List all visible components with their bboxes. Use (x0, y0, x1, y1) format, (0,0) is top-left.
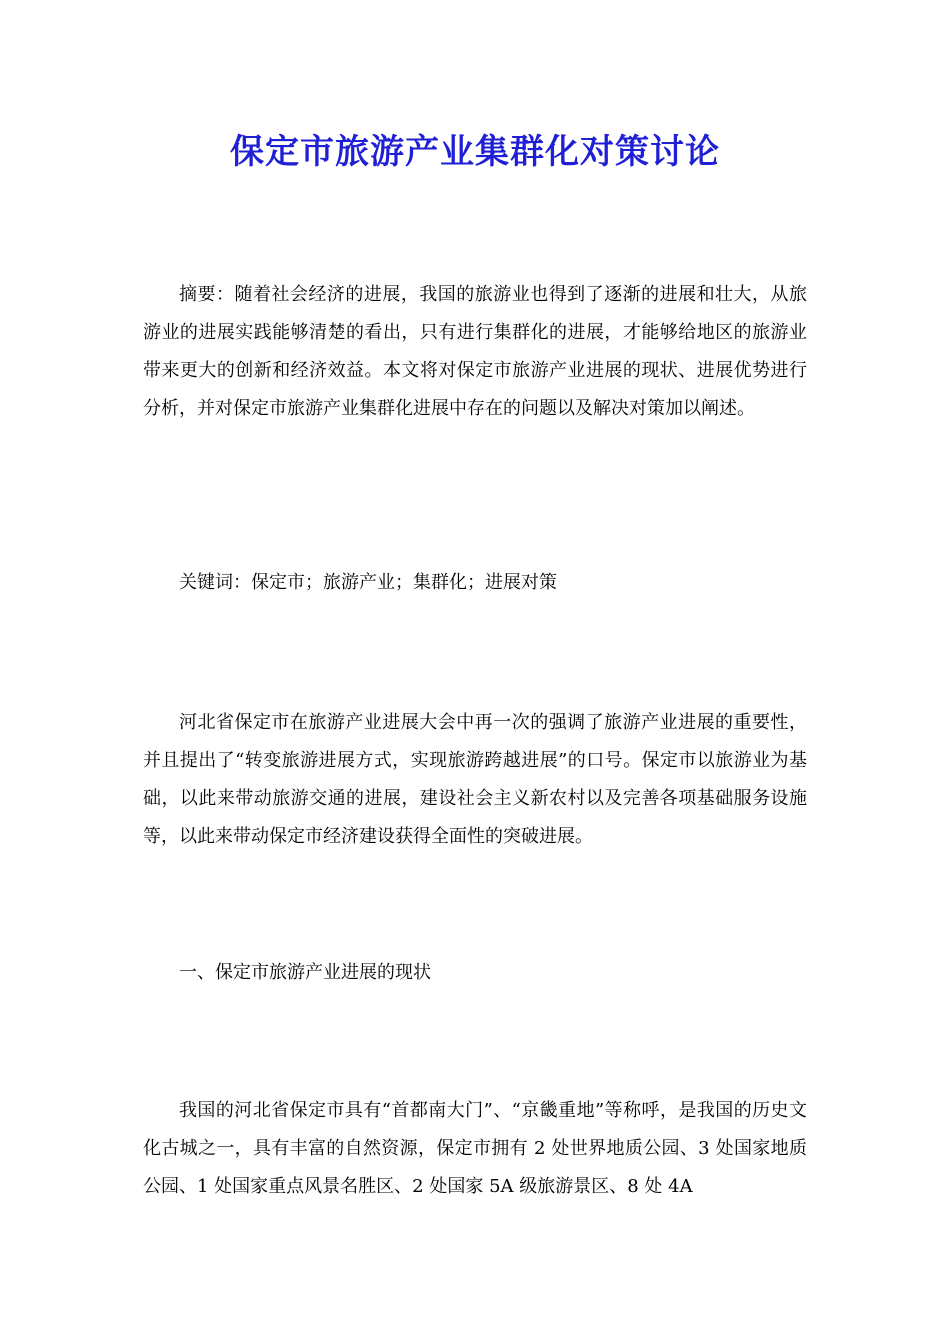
section-heading: 一、保定市旅游产业进展的现状 (179, 962, 431, 983)
section-body-paragraph: 我国的河北省保定市具有“首都南大门”、“京畿重地”等称呼，是我国的历史文化古城之一，具有丰富的自然资源，保定市拥有 2 处世界地质公园、3 处国家地质公园、1 处国家重点风景名胜区、2 处国家 5A 级旅游景区、8 处 4A (143, 1100, 807, 1197)
document-title: 保定市旅游产业集群化对策讨论 (230, 132, 720, 172)
keywords-line: 关键词：保定市；旅游产业；集群化；进展对策 (179, 572, 557, 593)
intro-paragraph: 河北省保定市在旅游产业进展大会中再一次的强调了旅游产业进展的重要性，并且提出了“转变旅游进展方式，实现旅游跨越进展”的口号。保定市以旅游业为基础，以此来带动旅游交通的进展，建设社会主义新农村以及完善各项基础服务设施等，以此来带动保定市经济建设获得全面性的突破进展。 (143, 712, 807, 847)
abstract-paragraph: 摘要：随着社会经济的进展，我国的旅游业也得到了逐渐的进展和壮大，从旅游业的进展实践能够清楚的看出，只有进行集群化的进展，才能够给地区的旅游业带来更大的创新和经济效益。本文将对保定市旅游产业进展的现状、进展优势进行分析，并对保定市旅游产业集群化进展中存在的问题以及解决对策加以阐述。 (143, 284, 807, 419)
